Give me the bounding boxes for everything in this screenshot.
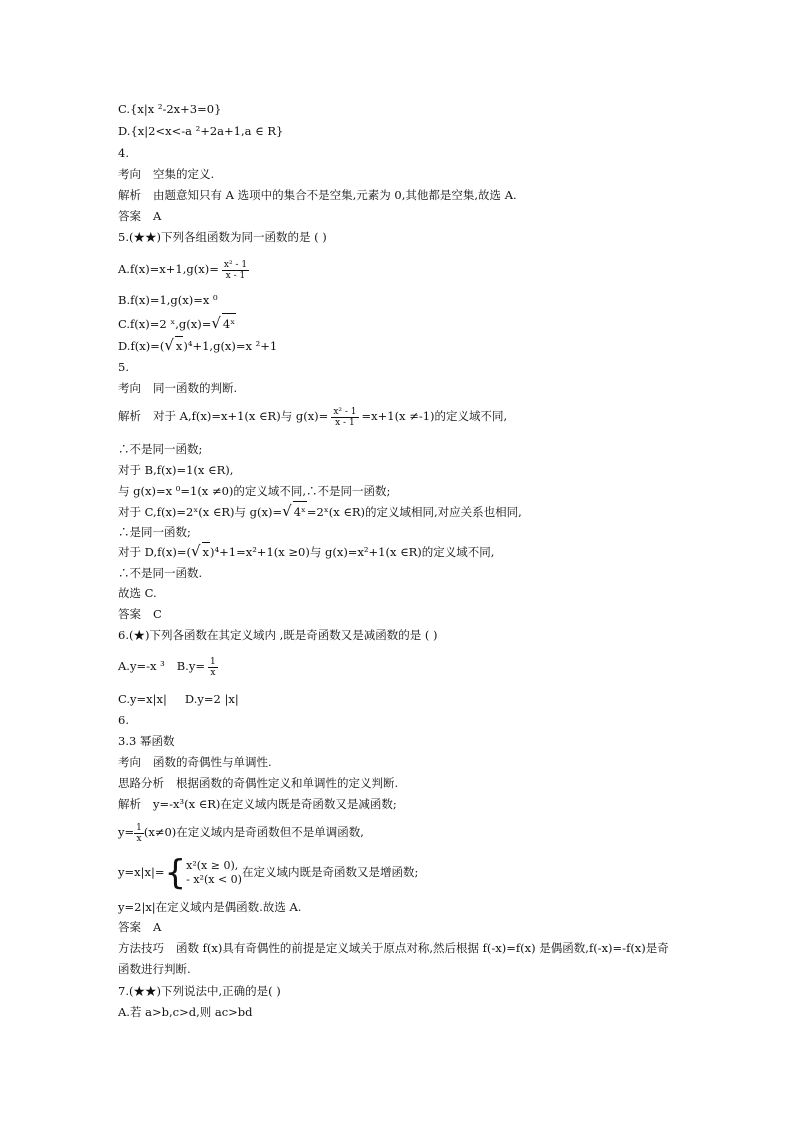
question-number: 6.: [118, 713, 129, 727]
analysis-line: [118, 402, 507, 430]
piecewise-post: 在定义域内既是奇函数又是增函数;: [241, 865, 419, 879]
piecewise-pre: y=x|x|=: [118, 865, 165, 879]
radicand: x: [202, 542, 211, 561]
radicand: x: [175, 336, 184, 355]
analysis-text-post: =x+1(x ≠-1)的定义域不同,: [361, 409, 508, 423]
analysis-label: 解析: [118, 188, 141, 202]
text-line: [118, 818, 364, 846]
text-post: (x≠0)在定义域内是奇函数但不是单调函数,: [143, 825, 364, 839]
kaoxiang-text: 同一函数的判断.: [153, 381, 238, 395]
fraction-numerator: x² - 1: [333, 406, 357, 417]
tip-text: 函数 f(x)具有奇偶性的前提是定义域关于原点对称,然后根据 f(-x)=f(x) 是偶函数,f(-x)=-f(x)是奇: [176, 941, 669, 955]
fraction: [331, 407, 358, 428]
piecewise-cases: [186, 859, 242, 887]
question-5-stem: 5.(★★)下列各组函数为同一函数的是 ( ): [118, 230, 327, 244]
answer-text: A: [153, 209, 162, 223]
analysis-label: 解析: [118, 409, 141, 423]
text-pre: y=: [118, 825, 135, 839]
kaoxiang-text: 函数的奇偶性与单调性.: [153, 755, 272, 769]
fraction: [134, 823, 144, 844]
q6-option-c: C.y=x|x|: [118, 692, 167, 706]
text-line: y=2|x|在定义域内是偶函数.故选 A.: [118, 900, 302, 914]
kaoxiang-label: 考向: [118, 167, 141, 181]
sqrt-icon: √: [164, 336, 174, 354]
kaoxiang-line: [118, 381, 237, 395]
fraction: [222, 260, 249, 281]
piecewise-case-2: - x²(x < 0): [186, 873, 242, 886]
analysis-text: 由题意知只有 A 选项中的集合不是空集,元素为 0,其他都是空集,故选 A.: [153, 188, 517, 202]
radicand: 4ˣ: [293, 501, 307, 522]
analysis-text: y=-x³(x ∈R)在定义域内既是奇函数又是减函数;: [153, 797, 397, 811]
answer-text: A: [153, 920, 162, 934]
kaoxiang-text: 空集的定义.: [153, 167, 215, 181]
q5-option-d: [118, 336, 277, 355]
q6-option-d: D.y=2 |x|: [184, 692, 239, 706]
fraction-numerator: x² - 1: [223, 259, 248, 270]
piecewise-case-1: x²(x ≥ 0),: [186, 859, 239, 872]
answer-line: [118, 209, 161, 223]
q5-option-c: [118, 313, 236, 334]
answer-label: 答案: [118, 920, 141, 934]
q6-options-cd: [118, 692, 239, 706]
text-line: [118, 501, 522, 522]
approach-label: 思路分析: [118, 776, 164, 790]
option-d-line: D.{x|2<x<-a ²+2a+1,a ∈ R}: [118, 124, 284, 138]
q7-option-a: A.若 a>b,c>d,则 ac>bd: [118, 1005, 253, 1019]
q5-option-d-post: )⁴+1,g(x)=x ²+1: [183, 339, 278, 353]
question-6-stem: 6.(★)下列各函数在其定义域内 ,既是奇函数又是减函数的是 ( ): [118, 628, 438, 642]
fraction-denominator: x: [210, 667, 216, 678]
answer-label: 答案: [118, 209, 141, 223]
q5-option-d-pre: D.f(x)=(: [118, 339, 165, 353]
brace-icon: {: [164, 853, 187, 893]
sqrt-icon: √: [282, 502, 292, 520]
text-line: 对于 B,f(x)=1(x ∈R),: [118, 463, 234, 477]
text-line: ∴不是同一函数;: [118, 442, 203, 456]
answer-label: 答案: [118, 607, 141, 621]
tip-label: 方法技巧: [118, 941, 164, 955]
q5-option-c-text: C.f(x)=2 ˣ,g(x)=: [118, 317, 212, 331]
q6-options-ab: [118, 652, 221, 680]
q6-option-b: B.y=: [176, 659, 205, 673]
tip-line: [118, 941, 669, 955]
question-number: 4.: [118, 146, 129, 160]
option-c-line: C.{x|x ²-2x+3=0}: [118, 102, 222, 116]
kaoxiang-label: 考向: [118, 755, 141, 769]
answer-line: [118, 920, 161, 934]
kaoxiang-label: 考向: [118, 381, 141, 395]
q5-option-a-text: A.f(x)=x+1,g(x)=: [118, 262, 219, 276]
q6-option-a: A.y=-x ³: [118, 659, 165, 673]
analysis-label: 解析: [118, 797, 141, 811]
text-line: 函数进行判断.: [118, 962, 191, 976]
text-post: =2ˣ(x ∈R)的定义域相同,对应关系也相同,: [306, 505, 522, 519]
fraction-denominator: x - 1: [225, 270, 246, 281]
approach-line: [118, 776, 398, 790]
answer-line: [118, 607, 162, 621]
analysis-text-pre: 对于 A,f(x)=x+1(x ∈R)与 g(x)=: [153, 409, 329, 423]
fraction-denominator: x: [136, 833, 142, 844]
section-title: 3.3 幂函数: [118, 734, 175, 748]
answer-text: C: [153, 607, 162, 621]
kaoxiang-line: [118, 167, 214, 181]
q5-option-b: B.f(x)=1,g(x)=x ⁰: [118, 293, 218, 307]
text-line: 故选 C.: [118, 586, 157, 600]
fraction-numerator: 1: [209, 656, 216, 667]
analysis-line: [118, 797, 397, 811]
text-line: ∴是同一函数;: [118, 525, 191, 539]
text-pre: 对于 D,f(x)=(: [118, 545, 191, 559]
text-line: 与 g(x)=x ⁰=1(x ≠0)的定义域不同,∴不是同一函数;: [118, 484, 391, 498]
q5-option-a: [118, 255, 252, 283]
question-7-stem: 7.(★★)下列说法中,正确的是( ): [118, 984, 281, 998]
fraction-denominator: x - 1: [335, 417, 355, 428]
question-number: 5.: [118, 360, 129, 374]
approach-text: 根据函数的奇偶性定义和单调性的定义判断.: [176, 776, 399, 790]
text-line: [118, 542, 494, 561]
piecewise-line: [118, 853, 419, 893]
radicand: 4ˣ: [222, 313, 236, 334]
text-post: )⁴+1=x²+1(x ≥0)与 g(x)=x²+1(x ∈R)的定义域不同,: [210, 545, 495, 559]
text-pre: 对于 C,f(x)=2ˣ(x ∈R)与 g(x)=: [118, 505, 283, 519]
text-line: ∴不是同一函数.: [118, 566, 203, 580]
fraction: [208, 657, 218, 678]
analysis-line: [118, 188, 517, 202]
sqrt-icon: √: [190, 542, 201, 560]
sqrt-icon: √: [211, 314, 221, 332]
kaoxiang-line: [118, 755, 272, 769]
fraction-numerator: 1: [136, 822, 142, 833]
